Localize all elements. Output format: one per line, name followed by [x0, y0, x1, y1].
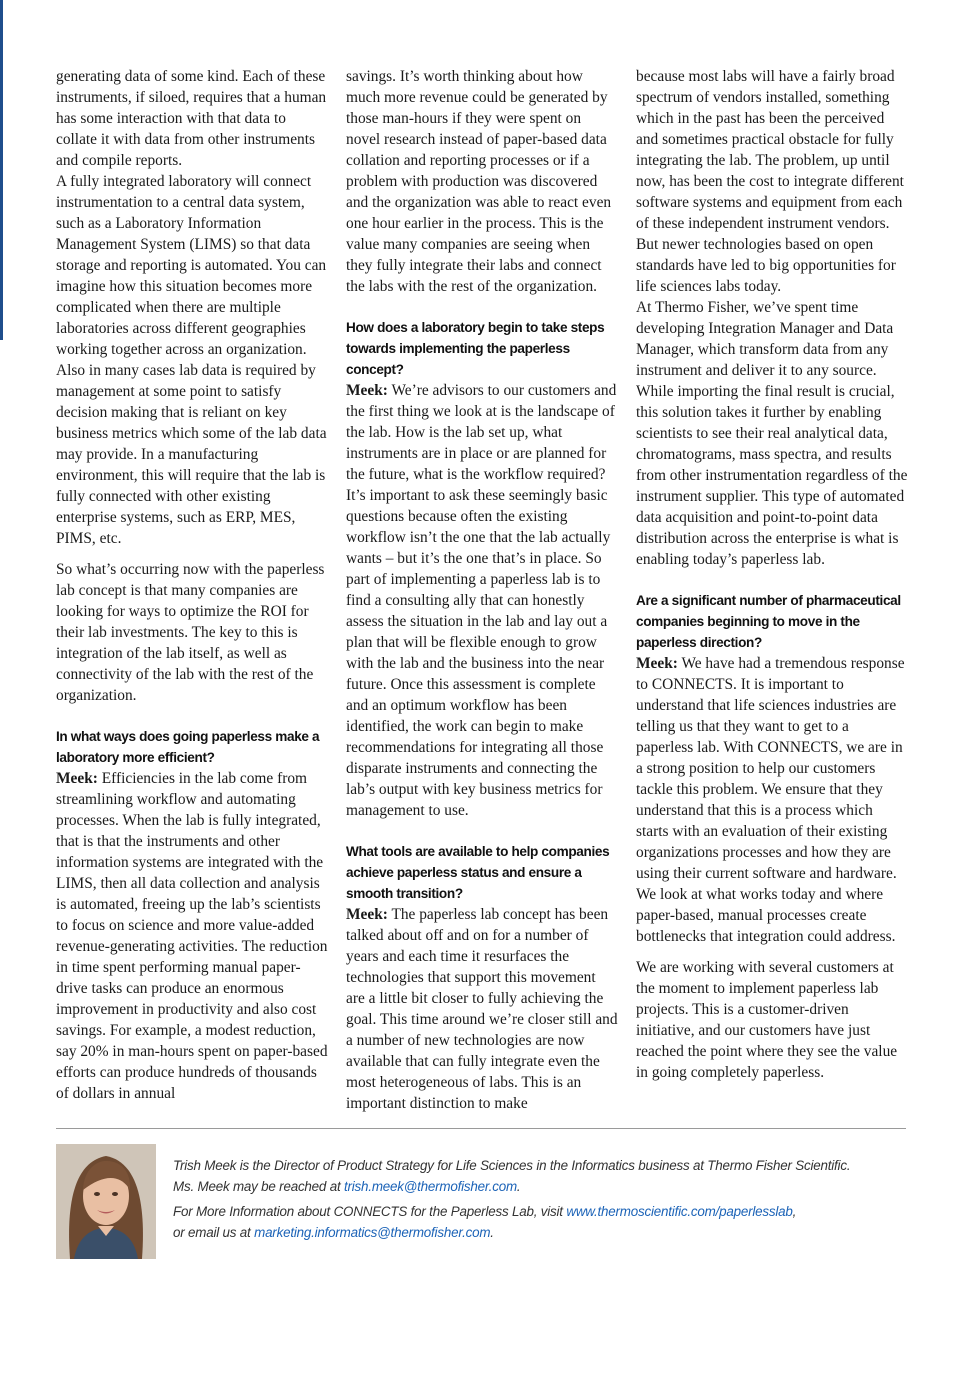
footer-divider	[56, 1128, 906, 1129]
paragraph: We are working with several customers at the moment to implement paperless lab projects. This is a customer-driven initiative, and our customers have just reached the point where they see the value in going completely paperless.	[636, 959, 898, 1081]
paragraph: generating data of some kind. Each of these instruments, if siloed, requires that a human has some interaction with that data to collate it with data from other instruments and compile reports.	[56, 68, 327, 169]
bio-line-2-prefix: Ms. Meek may be reached at	[173, 1178, 344, 1194]
paragraph: A fully integrated laboratory will connect instrumentation to a central data system, such as a Laboratory Information Management System (LIMS) so that data storage and reporting is automated. You can imagine how this situation becomes more complicated when there are multiple laboratories across different geographies working together across an organization. Also in many cases lab data is required by management at some point to satisfy decision making that is reliant on key business metrics which some of the lab data may provide. In a manufacturing environment, this will require that the lab is fully connected with other existing enterprise systems, such as ERP, MES, PIMS, etc.	[56, 173, 327, 547]
answer-paragraph	[346, 380, 618, 821]
speaker-label: Meek:	[346, 906, 388, 923]
answer-text: We’re advisors to our customers and the first thing we look at is the landscape of the lab. How is the lab set up, what instruments are in place or are planned for the future, what is the workflow required? It’s important to ask these seemingly basic questions because often the existing workflow isn’t the one that the lab actually wants – but it’s the one that’s in place. So part of implementing a paperless lab is to find a consulting ally that can honestly assess the situation in the lab and lay out a plan that will be flexible enough to grow with the lab and the business into the near future. Once this assessment is complete and an optimum workflow has been identified, the work can begin to make recommendations for integrating all those disparate instruments and connecting the lab’s output with key business metrics for management to use.	[346, 382, 617, 819]
column-2	[346, 66, 618, 1124]
more-info-text	[173, 1202, 903, 1243]
answer-text: Efficiencies in the lab come from streamlining workflow and automating processes. When the lab is fully integrated, that is that the instruments and other information systems are integrated with the LIMS, then all data collection and analysis is automated, freeing up the lab’s scientists to focus on science and more value-added revenue-generating activities. The reduction in time spent performing manual paper-drive tasks can produce an enormous improvement in productivity and also cost savings. For example, a modest reduction, say 20% in man-hours spent on paper-based efforts can produce hundreds of thousands of dollars in annual	[56, 770, 328, 1102]
email-us-prefix: or email us at	[173, 1224, 255, 1240]
bio-line-1: Trish Meek is the Director of Product Strategy for Life Sciences in the Informatics business at Thermo Fisher Scientific.	[173, 1158, 851, 1173]
bio-text	[173, 1156, 903, 1197]
author-photo	[56, 1144, 156, 1259]
paragraph: At Thermo Fisher, we’ve spent time developing Integration Manager and Data Manager, which transform data from any instrument and deliver it to any source.	[636, 299, 894, 379]
paragraph: savings. It’s worth thinking about how much more revenue could be generated by those man-hours if they were spent on novel research instead of paper-based data collation and reporting processes or if a problem with production was discovered and the organization was able to react even one hour earlier in the process. This is the value many companies are seeing when they fully integrate their labs and connect the labs with the rest of the organization.	[346, 68, 612, 295]
edge-accent-bar	[0, 0, 3, 340]
author-email-link[interactable]: trish.meek@thermofisher.com	[344, 1178, 517, 1194]
answer-paragraph	[56, 768, 328, 1104]
answer-text: The paperless lab concept has been talked about off and on for a number of years and each time it resurfaces the technologies that support this movement are a little bit closer to fully achieving the goal. This time around we’re closer still and a number of new technologies are now available that can fully integrate even the most heterogeneous of labs. This is an important distinction to make	[346, 906, 618, 1112]
author-bio	[173, 1156, 903, 1248]
speaker-label: Meek:	[56, 770, 98, 787]
question-heading: Are a significant number of pharmaceutical companies beginning to move in the paperless direction?	[636, 593, 901, 650]
more-info-prefix: For More Information about CONNECTS for the Paperless Lab, visit	[173, 1204, 567, 1219]
column-1	[56, 66, 328, 1114]
speaker-label: Meek:	[346, 382, 388, 399]
speaker-label: Meek:	[636, 655, 678, 672]
answer-paragraph	[636, 653, 908, 947]
paragraph: because most labs will have a fairly broad spectrum of vendors installed, something which in the past has been the perceived and sometimes practical obstacle for fully integrating the lab. The problem, up until now, has been the cost to integrate different software systems and equipment from each of these independent instrument vendors. But newer technologies based on open standards have led to big opportunities for life sciences labs today.	[636, 68, 904, 295]
column-3	[636, 66, 908, 1093]
marketing-email-link[interactable]: marketing.informatics@thermofisher.com	[254, 1224, 491, 1240]
answer-text: We have had a tremendous response to CONNECTS. It is important to understand that life sciences industries are telling us that they want to get to a paperless lab. With CONNECTS, we are in a strong position to help our customers tackle this problem. We ensure that they understand that this is a process which starts with an evaluation of their existing organizations processes and how they are using their current software and hardware. We look at what works today and where paper-based, manual processes create bottlenecks that integration could address.	[636, 655, 905, 945]
question-heading: How does a laboratory begin to take steps towards implementing the paperless concept?	[346, 320, 605, 377]
paragraph: While importing the final result is crucial, this solution takes it further by enabling scientists to see their real analytical data, chromatograms, mass spectra, and results from other instrumentation regardless of the instrument supplier. This type of automated data acquisition and point-to-point data distribution across the enterprise is what is enabling today’s paperless lab.	[636, 383, 908, 568]
question-heading: In what ways does going paperless make a laboratory more efficient?	[56, 729, 320, 765]
paragraph: So what’s occurring now with the paperless lab concept is that many companies are looking for ways to optimize the ROI for their lab investments. The key to this is integration of the lab itself, as well as connectivity of the lab with the rest of the organization.	[56, 561, 325, 704]
answer-paragraph	[346, 904, 618, 1114]
email-us-suffix: .	[490, 1224, 494, 1240]
question-heading: What tools are available to help companies achieve paperless status and ensure a smooth transition?	[346, 844, 610, 901]
bio-line-2-suffix: .	[516, 1178, 521, 1194]
website-link[interactable]: www.thermoscientific.com/paperlesslab	[566, 1204, 793, 1219]
more-info-suffix: ,	[792, 1204, 797, 1219]
